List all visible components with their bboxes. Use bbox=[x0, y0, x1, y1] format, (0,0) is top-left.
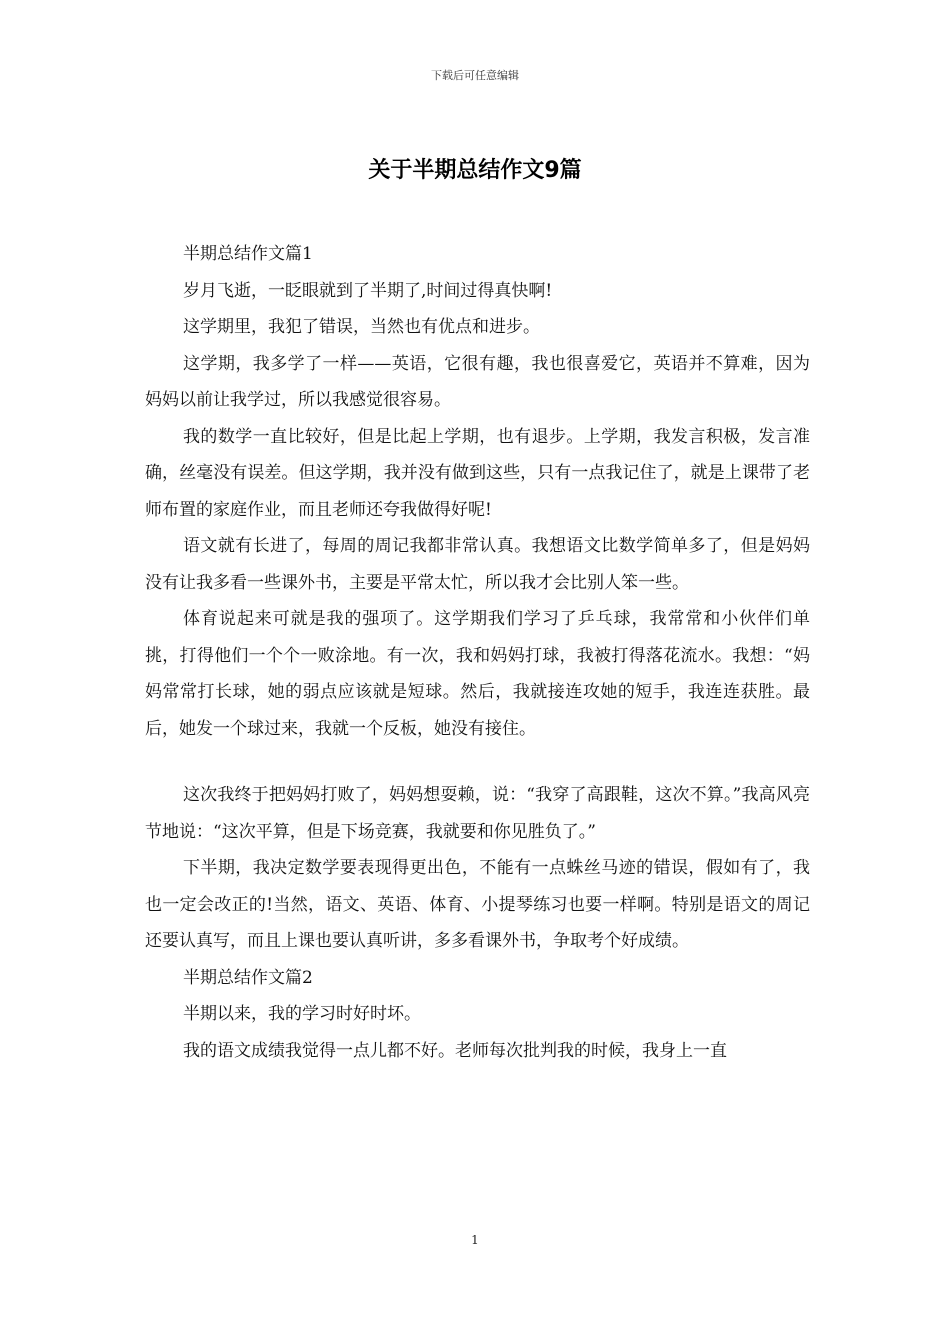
paragraph: 这学期，我多学了一样——英语，它很有趣，我也很喜爱它，英语并不算难，因为妈妈以前让我学过，所以我感觉很容易。 bbox=[145, 353, 810, 410]
paragraph: 体育说起来可就是我的强项了。这学期我们学习了乒乓球，我常常和小伙伴们单挑，打得他们一个个一败涂地。有一次，我和妈妈打球，我被打得落花流水。我想：“妈妈常常打长球，她的弱点应该就是短球。然后，我就接连攻她的短手，我连连获胜。最后，她发一个球过来，我就一个反板，她没有接住。 bbox=[145, 609, 810, 739]
paragraph: 下半期，我决定数学要表现得更出色，不能有一点蛛丝马迹的错误，假如有了，我也一定会改正的!当然，语文、英语、体育、小提琴练习也要一样啊。特别是语文的周记还要认真写，而且上课也要认真听讲，多多看课外书，争取考个好成绩。 bbox=[145, 858, 810, 951]
document-body bbox=[145, 236, 810, 1069]
paragraph: 岁月飞逝，一眨眼就到了半期了,时间过得真快啊! bbox=[183, 280, 553, 301]
paragraph: 语文就有长进了，每周的周记我都非常认真。我想语文比数学简单多了，但是妈妈没有让我多看一些课外书，主要是平常太忙，所以我才会比别人笨一些。 bbox=[145, 536, 810, 593]
paragraph: 半期以来，我的学习时好时坏。 bbox=[183, 1004, 421, 1024]
paragraph: 这学期里，我犯了错误，当然也有优点和进步。 bbox=[183, 317, 540, 337]
section-heading-1: 半期总结作文篇1 bbox=[183, 244, 313, 264]
paragraph: 我的数学一直比较好，但是比起上学期，也有退步。上学期，我发言积极，发言准确，丝毫没有误差。但这学期，我并没有做到这些，只有一点我记住了，就是上课带了老师布置的家庭作业，而且老师还夸我做得好呢! bbox=[145, 426, 810, 520]
paragraph: 这次我终于把妈妈打败了，妈妈想耍赖，说：“我穿了高跟鞋，这次不算。”我高风亮节地说：“这次平算，但是下场竞赛，我就要和你见胜负了。” bbox=[145, 785, 810, 842]
paragraph: 我的语文成绩我觉得一点儿都不好。老师每次批判我的时候，我身上一直 bbox=[183, 1040, 727, 1061]
section-heading-2: 半期总结作文篇2 bbox=[183, 967, 313, 988]
page-number: 1 bbox=[471, 1233, 479, 1247]
document-title: 关于半期总结作文9篇 bbox=[368, 158, 582, 183]
header-note: 下载后可任意编辑 bbox=[431, 69, 519, 82]
